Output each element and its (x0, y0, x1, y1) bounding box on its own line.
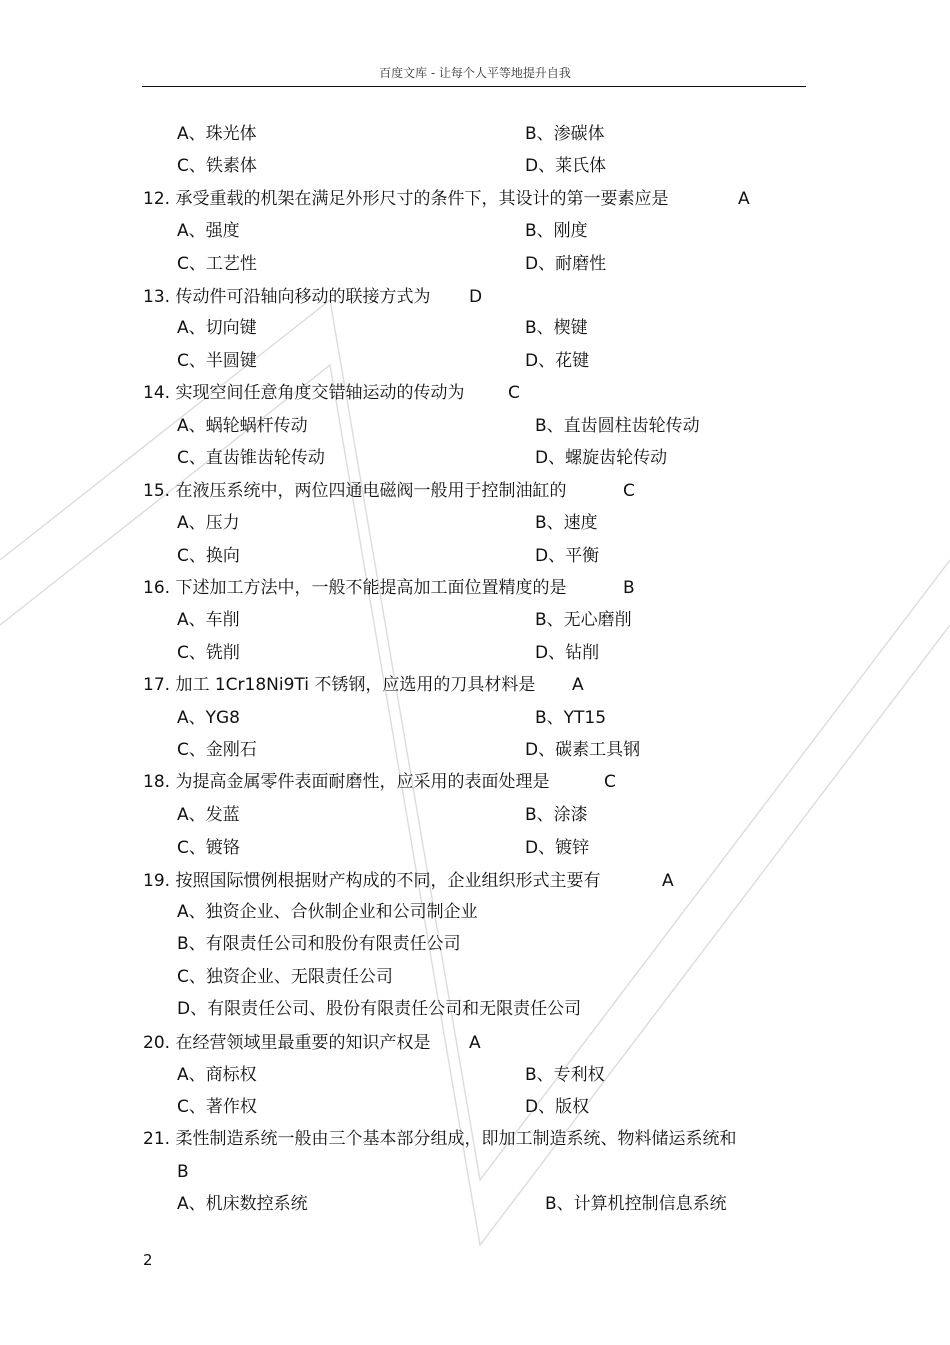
text-line: B、刚度 (525, 221, 588, 241)
text-line: D、版权 (525, 1097, 590, 1117)
text-line: C (623, 481, 635, 501)
text-line: D、平衡 (535, 546, 600, 566)
text-line: B、直齿圆柱齿轮传动 (535, 416, 700, 436)
text-line: 20. 在经营领域里最重要的知识产权是 (143, 1033, 431, 1053)
text-line: C、工艺性 (177, 254, 257, 274)
text-line: 18. 为提高金属零件表面耐磨性，应采用的表面处理是 (143, 772, 550, 792)
text-line: 17. 加工 1Cr18Ni9Ti 不锈钢，应选用的刀具材料是 (143, 675, 536, 695)
text-line: A (469, 1033, 481, 1053)
text-line: D、碳素工具钢 (525, 740, 641, 760)
text-line: A、车削 (177, 610, 240, 630)
text-line: C (508, 383, 520, 403)
text-line: A、压力 (177, 513, 240, 533)
text-line: D、螺旋齿轮传动 (535, 448, 668, 468)
text-line: C、独资企业、无限责任公司 (177, 967, 393, 987)
text-line: 21. 柔性制造系统一般由三个基本部分组成，即加工制造系统、物料储运系统和 (143, 1129, 737, 1149)
text-line: 16. 下述加工方法中，一般不能提高加工面位置精度的是 (143, 578, 567, 598)
text-line: B、楔键 (525, 318, 588, 338)
text-line: A、YG8 (177, 708, 241, 728)
text-line: D、莱氏体 (525, 156, 607, 176)
text-line: C、铣削 (177, 643, 240, 663)
text-line: A、发蓝 (177, 805, 240, 825)
text-line: A (572, 675, 584, 695)
text-line: A、切向键 (177, 318, 257, 338)
text-line: C (604, 772, 616, 792)
text-line: C、换向 (177, 546, 240, 566)
text-line: C、金刚石 (177, 740, 257, 760)
text-line: B、速度 (535, 513, 598, 533)
text-line: A (662, 871, 674, 891)
text-line: A (738, 189, 750, 209)
header-divider (142, 86, 806, 87)
text-line: B (177, 1162, 189, 1182)
text-line: A、独资企业、合伙制企业和公司制企业 (177, 902, 478, 922)
text-line: B (623, 578, 635, 598)
text-line: D、耐磨性 (525, 254, 607, 274)
text-line: A、蜗轮蜗杆传动 (177, 416, 308, 436)
text-line: B、计算机控制信息系统 (545, 1194, 727, 1214)
text-line: C、铁素体 (177, 156, 257, 176)
text-line: D、钻削 (535, 643, 600, 663)
text-line: A、商标权 (177, 1065, 257, 1085)
text-line: C、镀铬 (177, 838, 240, 858)
text-line: B、YT15 (535, 708, 607, 728)
text-line: C、著作权 (177, 1097, 257, 1117)
text-line: 12. 承受重载的机架在满足外形尺寸的条件下，其设计的第一要素应是 (143, 189, 669, 209)
text-line: D、有限责任公司、股份有限责任公司和无限责任公司 (177, 999, 582, 1019)
text-line: 19. 按照国际惯例根据财产构成的不同，企业组织形式主要有 (143, 871, 601, 891)
text-line: 14. 实现空间任意角度交错轴运动的传动为 (143, 383, 465, 403)
text-line: B、涂漆 (525, 805, 588, 825)
text-line: 13. 传动件可沿轴向移动的联接方式为 (143, 287, 431, 307)
text-line: D、花键 (525, 351, 590, 371)
text-line: B、专利权 (525, 1065, 605, 1085)
text-line: A、珠光体 (177, 124, 257, 144)
text-line: A、强度 (177, 221, 240, 241)
text-line: B、渗碳体 (525, 124, 605, 144)
text-line: A、机床数控系统 (177, 1194, 308, 1214)
text-line: D (469, 287, 483, 307)
text-line: B、无心磨削 (535, 610, 632, 630)
page-number: 2 (143, 1251, 153, 1269)
page-header: 百度文库 - 让每个人平等地提升自我 (379, 66, 571, 80)
text-line: D、镀锌 (525, 838, 590, 858)
text-line: B、有限责任公司和股份有限责任公司 (177, 934, 461, 954)
text-line: C、直齿锥齿轮传动 (177, 448, 325, 468)
text-line: 15. 在液压系统中，两位四通电磁阀一般用于控制油缸的 (143, 481, 567, 501)
text-line: C、半圆键 (177, 351, 257, 371)
